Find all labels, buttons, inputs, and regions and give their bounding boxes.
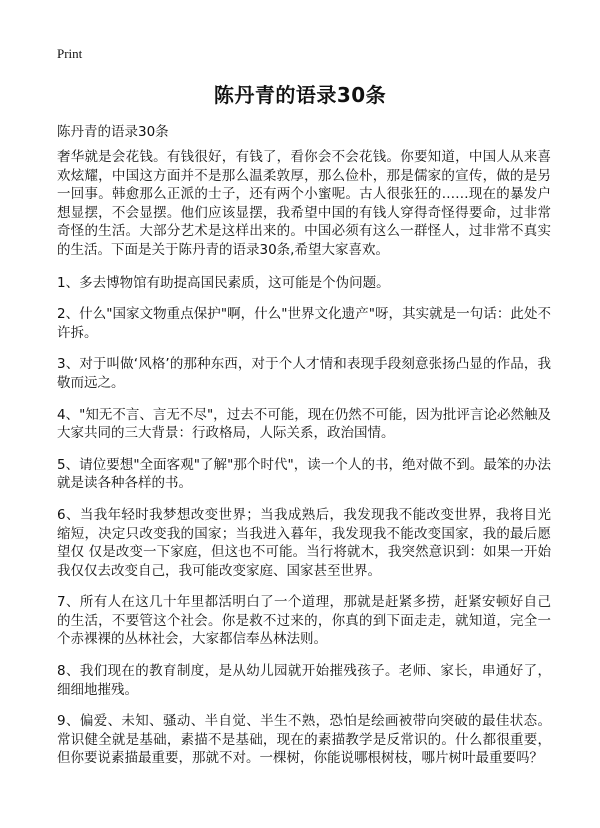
page-title: 陈丹青的语录30条 (213, 83, 387, 107)
quote-paragraph-2: 2、什么"国家文物重点保护"啊，什么"世界文化遗产"呀，其实就是一句话：此处不许拆。 (57, 306, 551, 341)
quote-paragraph-5: 5、请位要想"全面客观"了解"那个时代"，读一个人的书，绝对做不到。最笨的办法就是读各种各样的书。 (57, 456, 551, 492)
quote-paragraph-3: 3、对于叫做‘风格’的那种东西，对于个人才情和表现手段刻意张扬凸显的作品，我敬而远之。 (57, 356, 551, 391)
intro-paragraph: 奢华就是会花钱。有钱很好，有钱了，看你会不会花钱。你要知道，中国人从来喜欢炫耀，中国这方面并不是那么温柔敦厚，那么俭朴，那是儒家的宣传，做的是另一回事。韩愈那么正派的士子，还有两个小蜜呢。古人很张狂的……现在的暴发户想显摆，不会显摆。他们应该显摆，我希望中国的有钱人穿得奇怪得要命，过非常奇怪的生活。大部分艺术是这样出来的。中国必须有这么一群怪人，过非常不真实的生活。下面是关于陈丹青的语录30条,希望大家喜欢。 (57, 149, 551, 258)
quote-paragraph-8: 8、我们现在的教育制度，是从幼儿园就开始摧残孩子。老师、家长，串通好了，细细地摧残。 (57, 663, 551, 698)
quote-paragraph-1: 1、多去博物馆有助提高国民素质，这可能是个伪问题。 (57, 274, 390, 291)
print-link[interactable]: Print (57, 46, 83, 61)
quote-paragraph-4: 4、"知无不言、言无不尽"，过去不可能，现在仍然不可能，因为批评言论必然触及大家共同的三大背景：行政格局，人际关系，政治国情。 (57, 406, 551, 442)
quote-paragraph-6: 6、当我年轻时我梦想改变世界；当我成熟后，我发现我不能改变世界，我将目光缩短，决定只改变我的国家；当我进入暮年，我发现我不能改变国家，我的最后愿望仅 仅是改变一下家庭，但这也不可能。当行将就木，我突然意识到：如果一开始我仅仅去改变自己，我可能改变家庭、国家甚至世界。 (57, 506, 551, 579)
article-subtitle: 陈丹青的语录30条 (57, 124, 169, 140)
quote-paragraph-7: 7、所有人在这几十年里都活明白了一个道理，那就是赶紧多捞，赶紧安顿好自己的生活，不要管这个社会。你是救不过来的，你真的到下面走走，就知道，完全一个赤裸裸的丛林社会，大家都信奉丛林法则。 (57, 594, 551, 648)
quote-paragraph-9: 9、偏爱、未知、骚动、半自觉、半生不熟，恐怕是绘画被带向突破的最佳状态。 常识健全就是基础，素描不是基础，现在的素描教学是反常识的。什么都很重要，但你要说素描最重要，那就不对。一棵树，你能说哪根树枝，哪片树叶最重要吗？ (57, 713, 551, 767)
article-body (57, 148, 551, 781)
